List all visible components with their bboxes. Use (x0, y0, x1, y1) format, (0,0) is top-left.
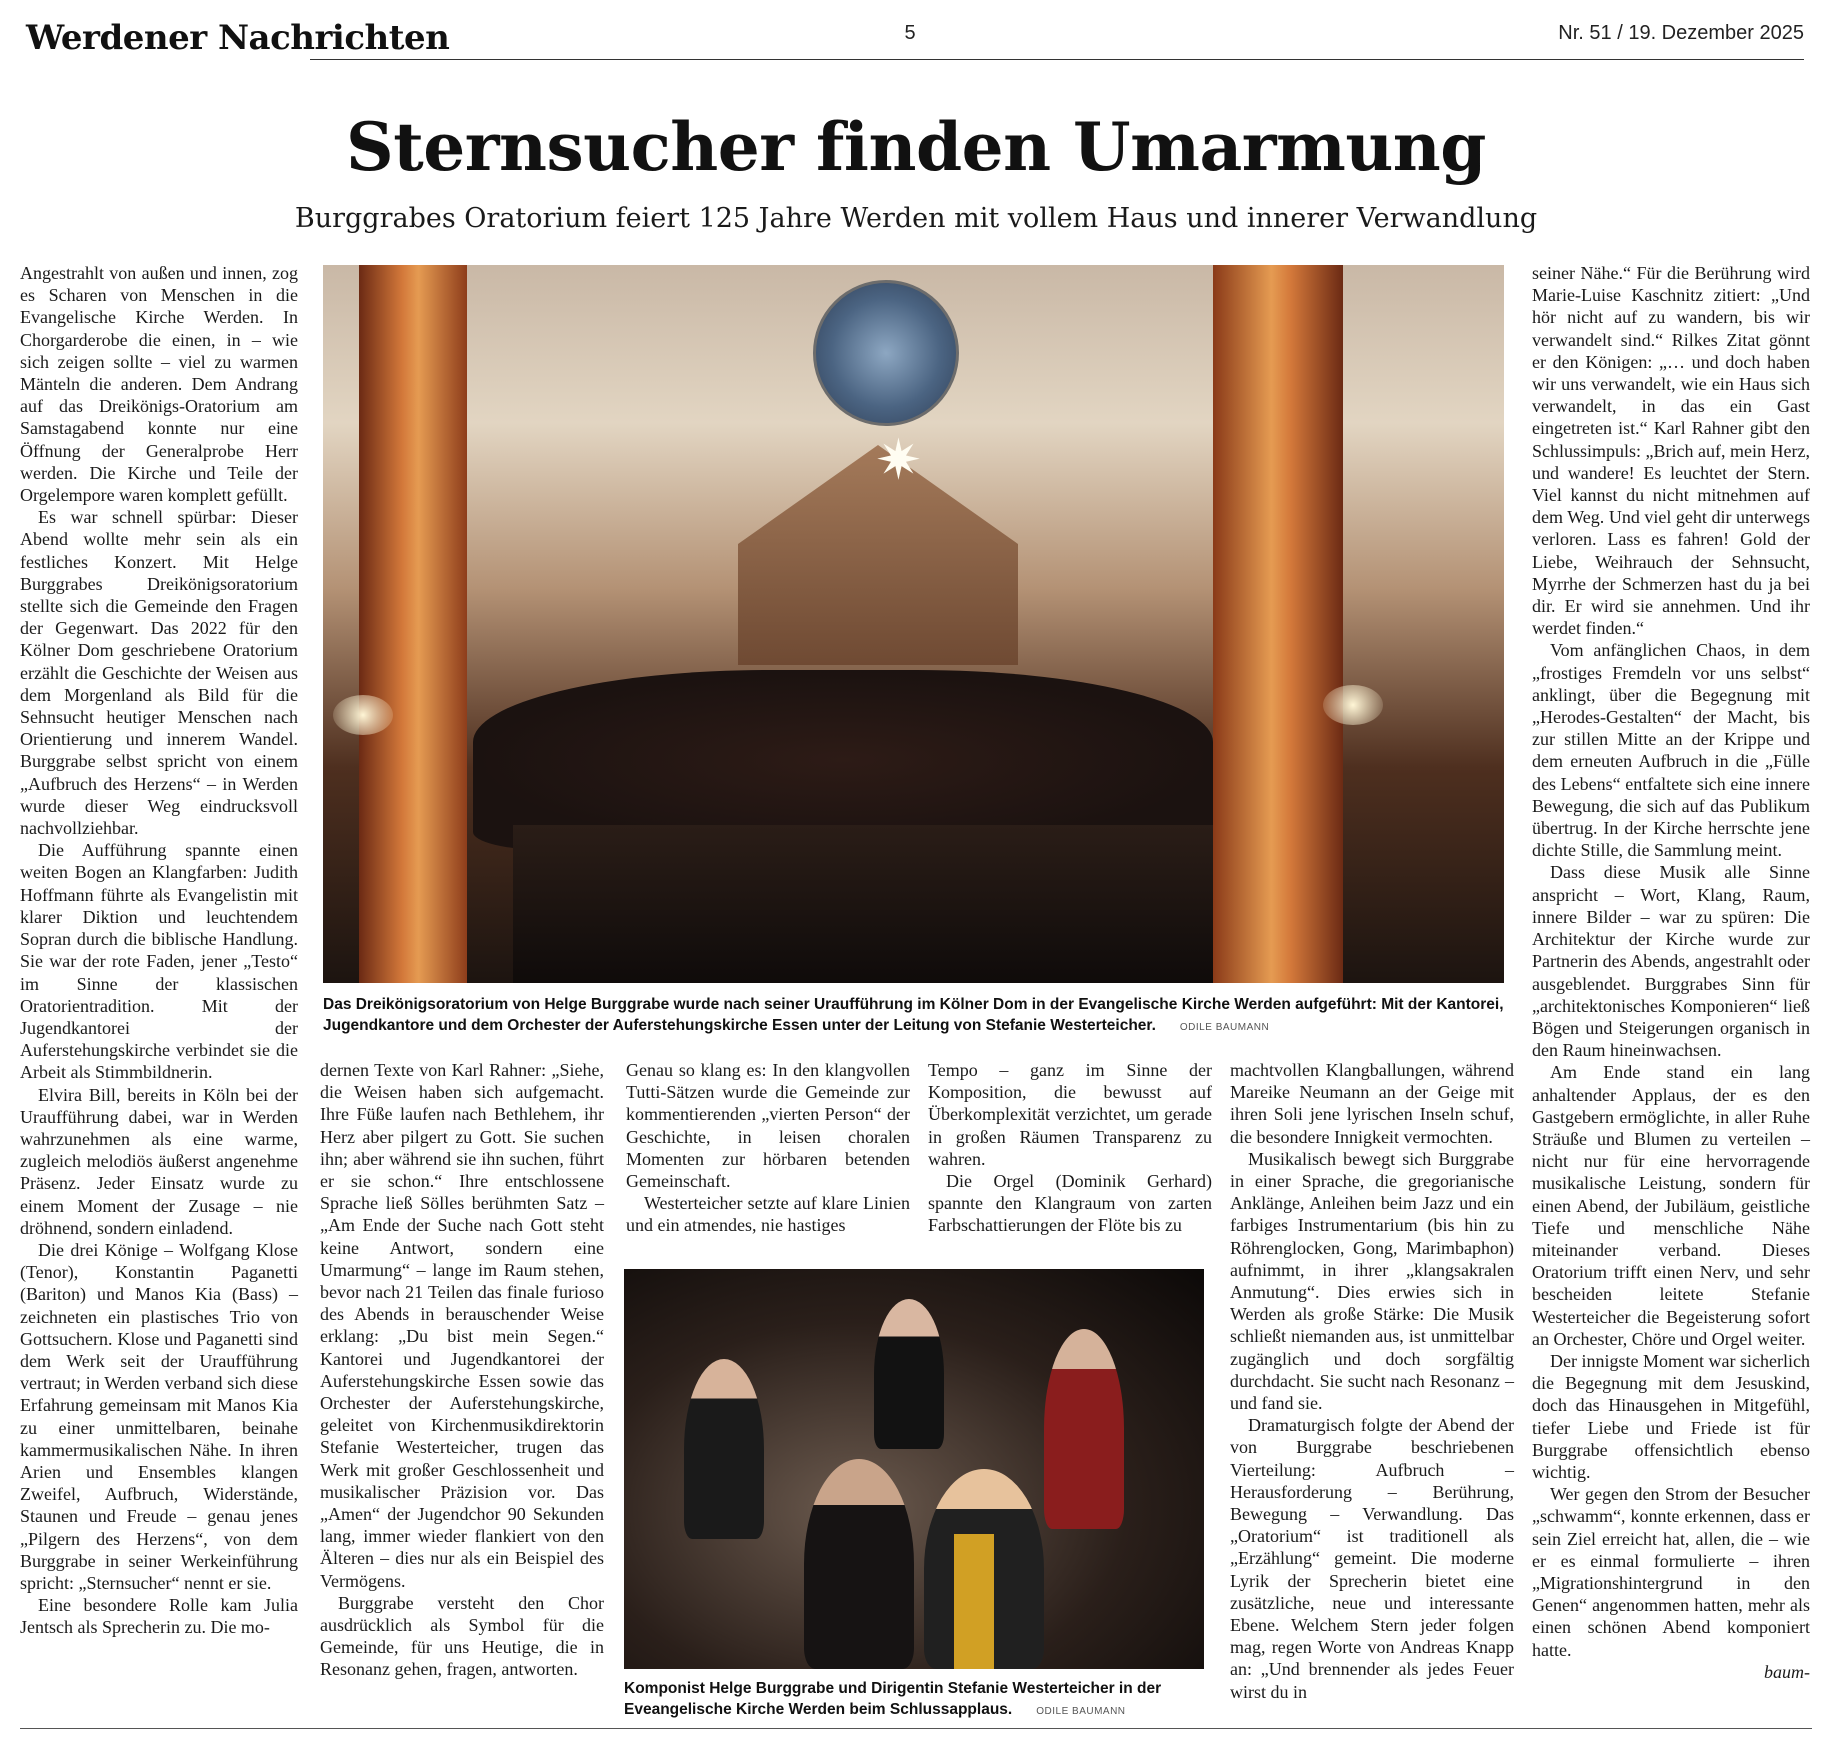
photo-caption (624, 1678, 1204, 1722)
paragraph: Genau so klang es: In den klangvollen Tutti-Sätzen wurde die Gemeinde zur kommentierenden „vierten Person“ der Geschichte, in leisen choralen Momenten zur hörbaren betenden Gemeinschaft. (626, 1060, 910, 1192)
masthead (0, 0, 1832, 64)
composer (804, 1459, 914, 1669)
orchestra-member (684, 1359, 764, 1539)
article-subheadline: Burggrabes Oratorium feiert 125 Jahre Werden mit vollem Haus und innerer Verwandlung (294, 203, 1538, 234)
photo-credit: ODILE BAUMANN (1036, 1706, 1126, 1717)
page-number: 5 (904, 22, 916, 44)
paragraph: Es war schnell spürbar: Dieser Abend wollte mehr sein als ein festliches Konzert. Mit Helge Burggrabes Dreikönigsoratorium stellte sich die Gemeinde den Fragen der Gegenwart. Das 2022 für den Kölner Dom geschriebene Oratorium erzählt die Geschichte der Weisen aus dem Morgenland als Bild für die Sehnsucht heutiger Menschen nach Orientierung und innerem Wandel. Burggrabe selbst spricht von einem „Aufbruch des Herzens“ – in Werden wurde dieser Weg eindrucksvoll nachvollziehbar. (20, 507, 298, 839)
paragraph: Wer gegen den Strom der Besucher „schwamm“, konnte erkennen, dass er sein Ziel erreicht hat, allen, die – wie er es einmal formulierte – ihren „Migrationshintergrund in den Genen“ angenommen hatten, mehr als einen schönen Abend komponiert hatte. (1532, 1484, 1810, 1660)
choir (473, 670, 1213, 850)
orchestra (513, 825, 1213, 983)
paragraph: Musikalisch bewegt sich Burggrabe in einer Sprache, die gregorianische Anklänge, Anleihen beim Jazz und ein farbiges Instrumentarium (bis hin zu Röhrenglocken, Gong, Marimbaphon) aufnimmt, in ihrer „klangsakralen Anmutung“. Dies erwies sich in Werden als große Stärke: Die Musik schließt niemanden aus, ist unmittelbar zugänglich und doch sorgfältig durchdacht. Sie sucht nach Resonanz – und fand sie. (1230, 1148, 1514, 1414)
article-column-2 (320, 1059, 604, 1719)
photo-caption (323, 994, 1504, 1038)
article-column-6 (1532, 262, 1810, 1722)
paragraph: Die Aufführung spannte einen weiten Bogen an Klangfarben: Judith Hoffmann führte als Evangelistin mit klarer Diktion und leuchtendem Sopran durch die biblische Handlung. Sie war der rote Faden, jener „Testo“ im Sinne der klassischen Oratorientradition. Mit der Jugendkantorei der Auferstehungskirche verbindet sie die Arbeit als Stimmbildnerin. (20, 840, 298, 1083)
article-headline: Sternsucher finden Umarmung (346, 108, 1486, 186)
stage-light (333, 695, 393, 735)
yellow-scarf (954, 1534, 994, 1669)
star-ornament-icon: ✷ (875, 428, 922, 493)
paragraph: Am Ende stand ein lang anhaltender Applaus, der es den Gastgebern ermöglichte, in aller Ruhe Sträuße und Blumen zu verteilen – nicht nur für eine hervorragende musikalische Leistung, sondern für einen Abend, der Jubiläum, geistliche Tiefe und menschliche Nähe miteinander verband. Dieses Oratorium trifft einen Nerv, und sehr bescheiden leitete Stefanie Westerteicher die Begeisterung sofort an Orchester, Chöre und Orgel weiter. (1532, 1062, 1810, 1349)
paragraph: Tempo – ganz im Sinne der Komposition, die bewusst auf Überkomplexität verzichtet, um gerade in großen Räumen Transparenz zu wahren. (928, 1060, 1212, 1169)
author-signature: baum- (1764, 1661, 1810, 1682)
right-pillar (1213, 265, 1343, 983)
paragraph: Vom anfänglichen Chaos, in dem „frostiges Fremdeln vor uns selbst“ anklingt, über die Begegnung mit „Herodes-Gestalten“ der Macht, bis zur stillen Mitte an der Krippe und dem erneuten Aufbruch in die „Fülle des Lebens“ entfaltete sich eine innere Bewegung, die sich auf das Publikum übertrug. In der Kirche herrschte jene dichte Stille, die Sammlung meint. (1532, 640, 1810, 861)
masthead-rule (310, 59, 1804, 60)
choir-member (1044, 1329, 1124, 1529)
paragraph: Dass diese Musik alle Sinne anspricht – Wort, Klang, Raum, innere Bilder – war zu spüren: Die Architektur der Kirche wurde zur Partnerin des Abends, angestrahlt oder ausgeblendet. Burggrabes Sinn für „architektonisches Komponieren“ ließ Bögen und Steigerungen organisch in den Raum hineinwachsen. (1532, 862, 1810, 1061)
caption-text: Komponist Helge Burggrabe und Dirigentin Stefanie Westerteicher in der Eveangelische Kirche Werden beim Schlussapplaus. (624, 1680, 1162, 1718)
concert-photo (323, 265, 1504, 983)
bottom-rule (20, 1728, 1812, 1729)
photo-credit: ODILE BAUMANN (1179, 1022, 1270, 1033)
paragraph: Dramaturgisch folgte der Abend der von Burggrabe beschriebenen Vierteilung: Aufbruch – Herausforderung – Berührung, Bewegung – Verwandlung. Das „Oratorium“ ist traditionell als „Erzählung“ gemeint. Die moderne Lyrik der Sprecherin bietet eine zusätzliche, neue und interessante Ebene. Welchem Stern jeder folgen mag, regen Worte von Andreas Knapp an: „Und brennender als jedes Feuer wirst du in (1230, 1415, 1514, 1702)
article-column-5 (1230, 1059, 1514, 1719)
applause-photo (624, 1269, 1204, 1669)
article-column-3 (626, 1059, 910, 1259)
paragraph: Eine besondere Rolle kam Julia Jentsch als Sprecherin zu. Die mo- (20, 1595, 298, 1638)
paragraph: Die Orgel (Dominik Gerhard) spannte den Klangraum von zarten Farbschattierungen der Flöte bis zu (928, 1171, 1212, 1236)
stage-light (1323, 685, 1383, 725)
paragraph: Elvira Bill, bereits in Köln bei der Uraufführung dabei, war in Werden wahrzunehmen als eine warme, zugleich melodiös äußerst angenehme Präsenz. Jeder Einsatz wurde zu einem Moment der Zusage – nie dröhnend, sondern einladend. (20, 1084, 298, 1238)
paragraph: seiner Nähe.“ Für die Berührung wird Marie-Luise Kaschnitz zitiert: „Und hör nicht auf zu wandern, bis wir verwandelt sind.“ Rilkes Zitat gönnt er den Königen: „… und doch haben wir uns verwandelt, wie ein Haus sich verwandelt, in das ein Gast eingetreten ist.“ Karl Rahner gibt den Schlussimpuls: „Brich auf, mein Herz, und wandere! Es leuchtet der Stern. Viel kannst du nicht mitnehmen auf dem Weg. Und viel geht dir unterwegs verloren. Lass es fahren! Gold der Liebe, Weihrauch der Sehnsucht, Myrrhe der Schmerzen hast du ja bei dir. Er wird sie annehmen. Und ihr werdet finden.“ (1532, 263, 1810, 639)
paragraph: dernen Texte von Karl Rahner: „Siehe, die Weisen haben sich aufgemacht. Ihre Füße laufen nach Bethlehem, ihr Herz aber pilgert zu Gott. Sie suchen ihn; aber während sie ihn suchen, führt er sie schon.“ Ihre entschlossene Sprache ließ Sölles berühmten Satz – „Am Ende der Suche nach Gott steht keine Antwort, sondern eine Umarmung“ – lange im Raum stehen, bevor nach 21 Teilen das finale furioso des Abends in berauschender Weise erklang: „Du bist mein Segen.“ Kantorei und Jugendkantorei der Auferstehungskirche Essen sowie das Orchester der Auferstehungskirche, geleitet von Kirchenmusikdirektorin Stefanie Westerteicher, trugen das Werk mit großer Geschlossenheit und musikalischer Präzision vor. Das „Amen“ der Jugendchor 90 Sekunden lang, immer wieder flankiert von den Älteren – dies nur als ein Beispiel des Vermögens. (320, 1060, 604, 1591)
article-column-4 (928, 1059, 1212, 1259)
caption-text: Das Dreikönigsoratorium von Helge Burggrabe wurde nach seiner Uraufführung im Kölner Dom in der Evangelische Kirche Werden aufgeführt: Mit der Kantorei, Jugendkantore und dem Orchester der Auferstehungskirche Essen unter der Leitung von Stefanie Westerteicher. (323, 996, 1504, 1034)
paragraph: Die drei Könige – Wolfgang Klose (Tenor), Konstantin Paganetti (Bariton) und Manos Kia (Bass) – zeichneten ein plastisches Trio von Gottsuchern. Klose und Paganetti sind dem Werk seit der Uraufführung vertraut; in Werden verband sich diese Erfahrung gemeinsam mit Manos Kia zu einer unmittelbaren, beinahe kammermusikalischen Nähe. In ihren Arien und Ensembles klangen Zweifel, Aufbruch, Widerstände, Staunen und Freude – genau jenes „Pilgern des Herzens“, von dem Burggrabe in seiner Werkeinführung spricht: „Sternsucher“ nennt er sie. (20, 1239, 298, 1593)
paragraph: Westerteicher setzte auf klare Linien und ein atmendes, nie hastiges (626, 1193, 910, 1236)
paragraph: Burggrabe versteht den Chor ausdrücklich als Symbol für die Gemeinde, für uns Heutige, die in Resonanz gehen, fragen, antworten. (320, 1592, 604, 1680)
paragraph: Der innigste Moment war sicherlich die Begegnung mit dem Jesuskind, doch das Hinausgehen in Mitgefühl, tiefer Liebe und Friede ist für Burggrabe offensichtlich ebenso wichtig. (1532, 1350, 1810, 1482)
paragraph: machtvollen Klangballungen, während Mareike Neumann an der Geige mit ihren Soli jene lyrischen Inseln schuf, die besondere Innigkeit vermochten. (1230, 1060, 1514, 1147)
newspaper-logo: Werdener Nachrichten (26, 18, 450, 58)
choir-member (874, 1299, 944, 1449)
rose-window (813, 280, 959, 426)
left-pillar (359, 265, 467, 983)
issue-date: Nr. 51 / 19. Dezember 2025 (1558, 22, 1804, 44)
article-column-1 (20, 262, 298, 1722)
paragraph: Angestrahlt von außen und innen, zog es Scharen von Menschen in die Evangelische Kirche Werden. In Chorgarderobe die einen, in – wie sich zeigen sollte – viel zu warmen Mänteln die anderen. Dem Andrang auf das Dreikönigs-Oratorium am Samstagabend konnte nur eine Öffnung der Generalprobe Herr werden. Die Kirche und Teile der Orgelempore waren komplett gefüllt. (20, 263, 298, 506)
